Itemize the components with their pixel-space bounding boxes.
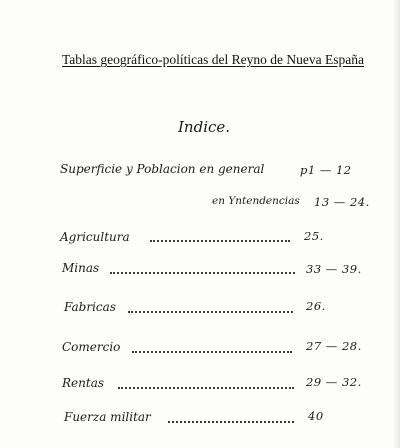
dot-leader	[128, 311, 293, 313]
entry-pages-yntendencias: 13 — 24.	[314, 195, 370, 209]
entry-pages-comercio: 27 — 28.	[306, 339, 362, 353]
dot-leader	[150, 240, 290, 242]
entry-label-minas: Minas	[62, 261, 100, 275]
entry-label-agricultura: Agricultura	[60, 230, 130, 244]
entry-pages-superficie: p1 — 12	[300, 163, 352, 177]
document-title: Tablas geográfico-políticas del Reyno de Nueva España	[62, 52, 364, 67]
dot-leader	[168, 421, 294, 423]
entry-label-comercio: Comercio	[62, 340, 121, 354]
index-heading: Indice.	[178, 118, 231, 136]
dot-leader	[118, 387, 294, 389]
page-edge-shadow	[392, 0, 400, 448]
entry-label-superficie: Superficie y Poblacion en general	[60, 162, 265, 176]
entry-label-fuerza-militar: Fuerza militar	[64, 410, 151, 424]
entry-label-yntendencias: en Yntendencias	[212, 195, 300, 207]
entry-pages-agricultura: 25.	[304, 229, 324, 243]
entry-label-fabricas: Fabricas	[64, 300, 116, 314]
entry-pages-rentas: 29 — 32.	[306, 375, 362, 389]
entry-pages-fabricas: 26.	[306, 299, 326, 313]
dot-leader	[110, 272, 295, 274]
entry-pages-minas: 33 — 39.	[306, 262, 362, 276]
entry-label-rentas: Rentas	[62, 376, 104, 390]
dot-leader	[132, 351, 292, 353]
entry-pages-fuerza-militar: 40	[308, 409, 324, 423]
